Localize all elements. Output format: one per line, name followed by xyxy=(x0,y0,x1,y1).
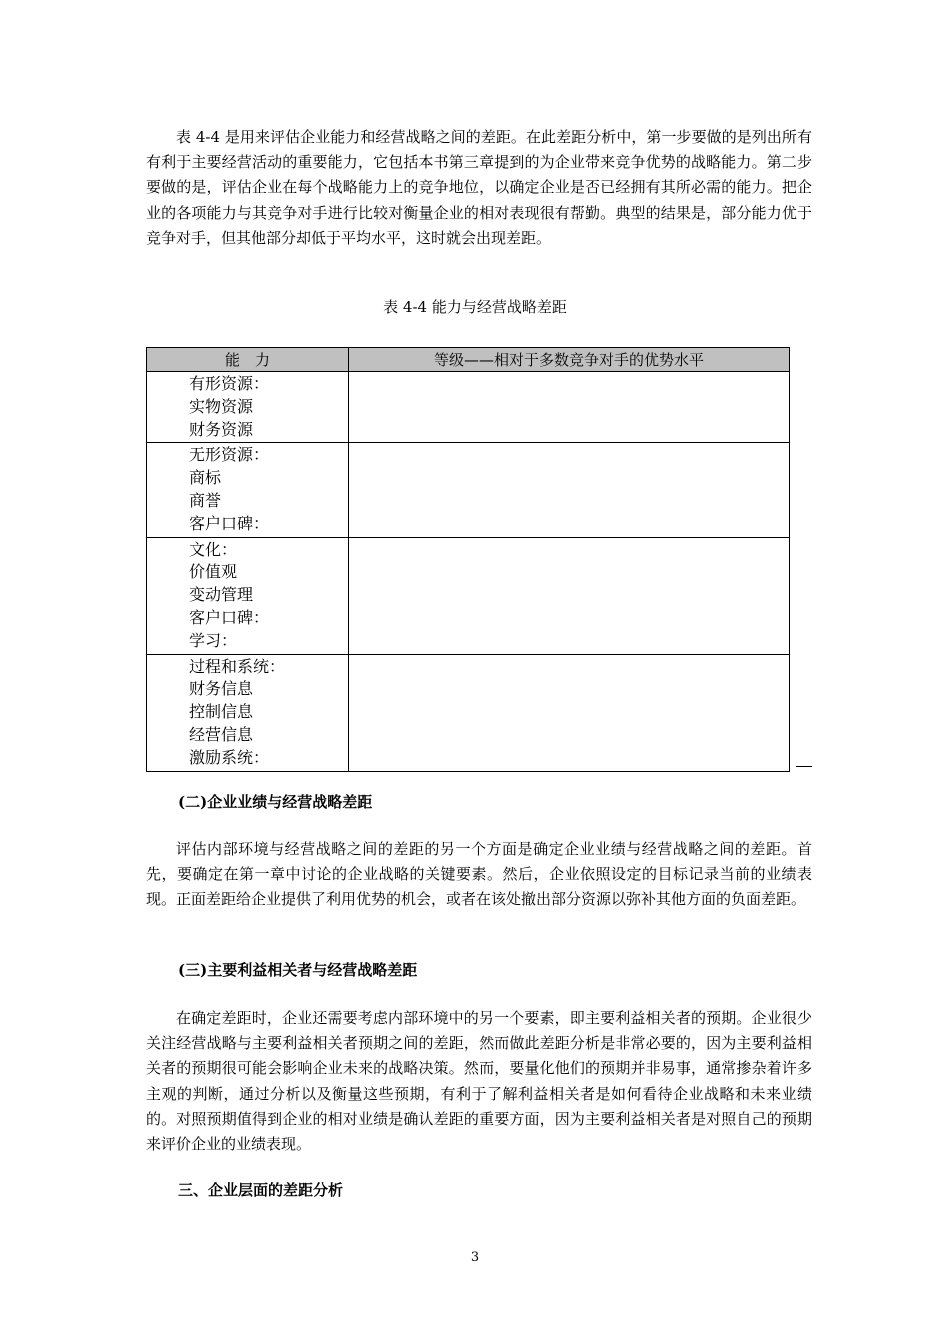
capability-cell xyxy=(147,537,349,654)
table-row xyxy=(147,654,790,771)
table-row xyxy=(147,372,790,443)
capability-item: 无形资源： xyxy=(189,445,270,465)
capability-item: 文化： xyxy=(189,539,238,559)
capability-cell xyxy=(147,443,349,537)
capability-item: 激励系统： xyxy=(189,747,270,767)
capability-cell xyxy=(147,372,349,443)
table-row xyxy=(147,443,790,537)
capability-item: 经营信息 xyxy=(189,724,254,744)
capability-item: 学习： xyxy=(189,630,238,650)
capability-item: 财务资源 xyxy=(189,419,254,439)
capability-item: 变动管理 xyxy=(189,585,254,605)
capability-item: 商誉 xyxy=(189,490,222,510)
section-heading-performance: (二)企业业绩与经营战略差距 xyxy=(178,793,373,811)
paragraph-performance: 评估内部环境与经营战略之间的差距的另一个方面是确定企业业绩与经营战略之间的差距。首先，要确定在第一章中讨论的企业战略的关键要素。然后，企业依照设定的目标记录当前的业绩表现。正面差距给企业提供了利用优势的机会，或者在该处撤出部分资源以弥补其他方面的负面差距。 xyxy=(146,840,812,909)
section-heading-corporate: 三、企业层面的差距分析 xyxy=(178,1181,344,1199)
stray-dash xyxy=(796,766,812,767)
rating-cell xyxy=(349,537,790,654)
capability-item: 过程和系统： xyxy=(189,656,286,676)
section-heading-stakeholders: (三)主要利益相关者与经营战略差距 xyxy=(178,961,418,979)
capability-item: 财务信息 xyxy=(189,679,254,699)
table-caption: 表 4-4 能力与经营战略差距 xyxy=(383,298,567,316)
capability-item: 控制信息 xyxy=(189,702,254,722)
capability-table xyxy=(146,347,790,772)
rating-cell xyxy=(349,443,790,537)
header-capability: 能 力 xyxy=(147,348,349,372)
table-row xyxy=(147,537,790,654)
capability-item: 商标 xyxy=(189,468,222,488)
capability-item: 实物资源 xyxy=(189,396,254,416)
page-number: 3 xyxy=(470,1250,480,1265)
capability-item: 客户口碑： xyxy=(189,513,270,533)
capability-cell xyxy=(147,654,349,771)
capability-item: 有形资源： xyxy=(189,374,270,393)
header-rating: 等级——相对于多数竞争对手的优势水平 xyxy=(349,348,790,372)
rating-cell xyxy=(349,372,790,443)
rating-cell xyxy=(349,654,790,771)
capability-item: 价值观 xyxy=(189,562,238,582)
paragraph-stakeholders: 在确定差距时，企业还需要考虑内部环境中的另一个要素，即主要利益相关者的预期。企业很少关注经营战略与主要利益相关者预期之间的差距，然而做此差距分析是非常必要的，因为主要利益相关者的预期很可能会影响企业未来的战略决策。然而，要量化他们的预期并非易事，通常掺杂着许多主观的判断，通过分析以及衡量这些预期，有利于了解利益相关者是如何看待企业战略和未来业绩的。对照预期值得到企业的相对业绩是确认差距的重要方面，因为主要利益相关者是对照自己的预期来评价企业的业绩表现。 xyxy=(146,1009,812,1154)
capability-item: 客户口碑： xyxy=(189,607,270,627)
table-header-row xyxy=(147,348,790,372)
paragraph-intro: 表 4-4 是用来评估企业能力和经营战略之间的差距。在此差距分析中，第一步要做的是列出所有有利于主要经营活动的重要能力，它包括本书第三章提到的为企业带来竞争优势的战略能力。第二步要做的是，评估企业在每个战略能力上的竞争地位，以确定企业是否已经拥有其所必需的能力。把企业的各项能力与其竞争对手进行比较对衡量企业的相对表现很有帮勤。典型的结果是，部分能力优于竞争对手，但其他部分却低于平均水平，这时就会出现差距。 xyxy=(146,128,812,247)
